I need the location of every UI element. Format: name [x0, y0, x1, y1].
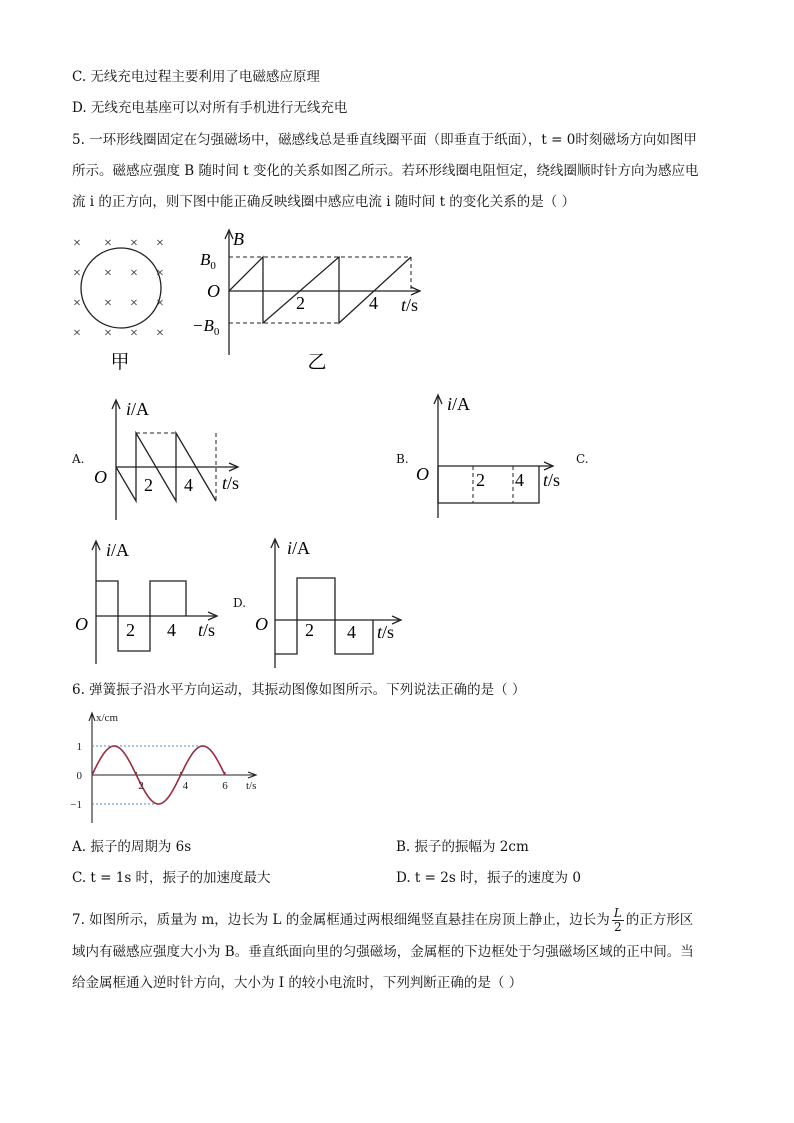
- figure-jia: [68, 225, 178, 375]
- cross-mark: ×: [130, 266, 138, 281]
- y-axis-label: i/A: [126, 399, 150, 419]
- y-axis-label: x/cm: [96, 712, 118, 724]
- x-axis-label: t/s: [246, 780, 257, 792]
- cross-mark: ×: [73, 326, 81, 341]
- tick-4-label: 4: [347, 622, 356, 642]
- tick-4-label: 4: [515, 470, 524, 490]
- fraction-l-over-2: [612, 907, 624, 934]
- origin-label: O: [207, 281, 220, 301]
- q7-stem-line3: 给金属框通入逆时针方向，大小为 I 的较小电流时，下列判断正确的是（ ）: [72, 975, 523, 991]
- shm-chart: [70, 708, 270, 828]
- option-a-graph: [90, 395, 260, 520]
- cross-mark: ×: [130, 326, 138, 341]
- tick-2-label: 2: [144, 475, 153, 495]
- cross-mark: ×: [130, 296, 138, 311]
- x-axis-label: t/s: [222, 473, 240, 493]
- figure-yi-caption: 乙: [307, 352, 327, 373]
- tick-4-label: 4: [369, 293, 378, 313]
- b-curve: [229, 257, 411, 323]
- x-axis-label: t/s: [401, 295, 419, 315]
- cross-mark: ×: [156, 296, 164, 311]
- origin-label: O: [94, 467, 107, 487]
- q4-option-c: C. 无线充电过程主要利用了电磁感应原理: [72, 69, 320, 85]
- cross-mark: ×: [156, 266, 164, 281]
- tick-4-label: 4: [167, 620, 176, 640]
- cross-mark: ×: [104, 266, 112, 281]
- figure-jia-caption: 甲: [110, 352, 130, 373]
- figure-yi: [192, 225, 435, 375]
- origin-label: O: [75, 614, 88, 634]
- cross-mark: ×: [73, 236, 81, 251]
- neg-b0-label: $-B_0$: [192, 316, 220, 338]
- cross-mark: ×: [73, 266, 81, 281]
- x-axis-label: t/s: [198, 620, 216, 640]
- coil-circle: [81, 248, 161, 328]
- q6-option-d: D. t = 2s 时，振子的速度为 0: [396, 870, 581, 886]
- option-a-letter: A.: [72, 452, 85, 466]
- y-tick-label: 0: [76, 770, 82, 782]
- x-tick-label: 6: [222, 780, 228, 792]
- option-c-letter: C.: [576, 452, 589, 466]
- fraction-denominator: 2: [613, 920, 622, 934]
- origin-label: O: [255, 614, 268, 634]
- origin-label: O: [416, 464, 429, 484]
- x-axis-label: t/s: [543, 470, 561, 490]
- x-tick-label: 2: [138, 780, 144, 792]
- q6-option-a: A. 振子的周期为 6s: [72, 839, 192, 855]
- q4-option-d: D. 无线充电基座可以对所有手机进行无线充电: [72, 100, 348, 116]
- x-axis-label: t/s: [377, 622, 395, 642]
- fraction-numerator: L: [613, 906, 622, 920]
- q7-stem-line2: 域内有磁感应强度大小为 B。垂直纸面向里的匀强磁场，金属框的下边框处于匀强磁场区域的正中间。当: [72, 944, 694, 960]
- q6-stem: 6. 弹簧振子沿水平方向运动，其振动图像如图所示。下列说法正确的是（ ）: [72, 682, 526, 698]
- cross-mark: ×: [73, 296, 81, 311]
- cross-mark: ×: [104, 326, 112, 341]
- b-axis-label: B: [233, 229, 244, 249]
- q6-option-c: C. t = 1s 时，振子的加速度最大: [72, 870, 271, 886]
- q7-stem-part1: 7. 如图所示，质量为 m，边长为 L 的金属框通过两根细绳竖直悬挂在房顶上静止，边长为: [72, 912, 610, 928]
- option-d-letter: D.: [233, 596, 247, 610]
- y-tick-label: 1: [76, 741, 82, 753]
- q7-stem-part2: 的正方形区: [625, 912, 694, 928]
- cross-mark: ×: [104, 236, 112, 251]
- b0-label: $B_0$: [200, 250, 216, 272]
- q5-stem-line2: 所示。磁感应强度 B 随时间 t 变化的关系如图乙所示。若环形线圈电阻恒定，绕线圈顺时针方向为感应电: [72, 163, 699, 179]
- option-c-graph: [72, 536, 232, 666]
- q7-stem-line1: [72, 907, 693, 934]
- tick-2-label: 2: [305, 620, 314, 640]
- q5-stem-line3: 流 i 的正方向，则下图中能正确反映线圈中感应电流 i 随时间 t 的变化关系的是（ ）: [72, 194, 576, 210]
- cross-mark: ×: [130, 236, 138, 251]
- option-b-letter: B.: [396, 452, 409, 466]
- y-axis-label: i/A: [447, 394, 471, 414]
- tick-4-label: 4: [184, 475, 193, 495]
- tick-2-label: 2: [296, 293, 305, 313]
- cross-mark: ×: [104, 296, 112, 311]
- cross-mark: ×: [156, 236, 164, 251]
- q5-stem-line1: 5. 一环形线圈固定在匀强磁场中，磁感线总是垂直线圈平面（即垂直于纸面），t = 0时刻磁场方向如图甲: [72, 132, 697, 148]
- x-tick-label: 4: [182, 780, 189, 792]
- y-tick-label: −1: [70, 799, 82, 811]
- cross-mark: ×: [156, 326, 164, 341]
- option-d-graph: [253, 534, 423, 669]
- y-axis-label: i/A: [287, 538, 311, 558]
- tick-2-label: 2: [126, 620, 135, 640]
- current-curve: [275, 578, 373, 654]
- q6-option-b: B. 振子的振幅为 2cm: [396, 839, 529, 855]
- y-axis-label: i/A: [106, 540, 130, 560]
- option-b-graph: [413, 390, 583, 520]
- tick-2-label: 2: [476, 470, 485, 490]
